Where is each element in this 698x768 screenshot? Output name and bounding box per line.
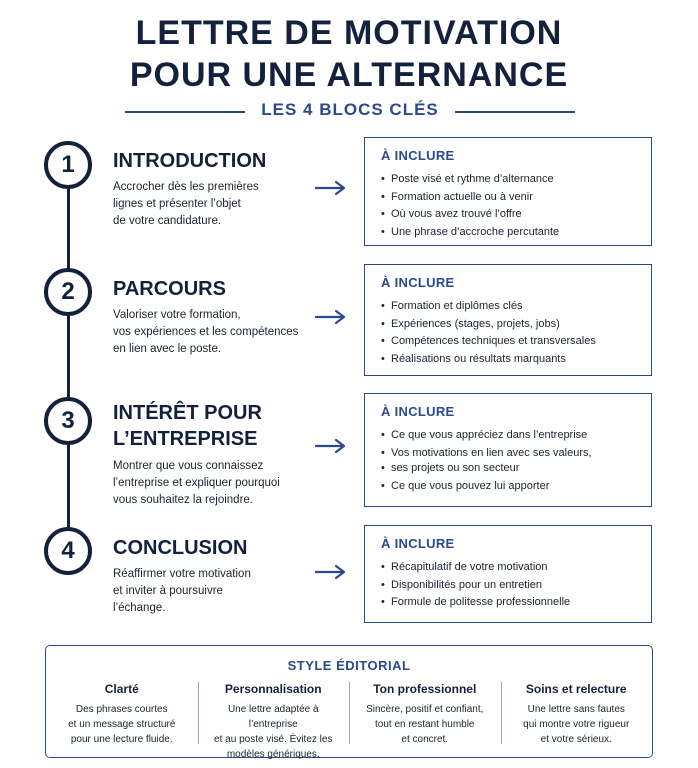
step-2-desc-line: en lien avec le poste. (113, 343, 222, 355)
style-column-text (355, 702, 495, 747)
list-item: • Formation actuelle ou à venir (381, 189, 637, 206)
page-title-line-1: LETTRE DE MOTIVATION (135, 14, 563, 52)
style-column-line: et concret. (401, 734, 449, 745)
style-column-line: et votre sérieux. (540, 734, 612, 745)
step-3-number: 3 (44, 397, 92, 445)
step-2-description (113, 307, 323, 358)
step-2-title: PARCOURS (113, 278, 226, 300)
list-item: • ses projets ou son secteur (381, 460, 637, 477)
step-1-include-box (364, 137, 652, 246)
subtitle: LES 4 BLOCS CLÉS (261, 100, 439, 119)
step-3-desc-line: Montrer que vous connaissez (113, 460, 264, 472)
style-column-title: Clarté (104, 682, 139, 696)
arrow-right-icon (315, 438, 347, 454)
style-column-line: pour une lecture fluide. (70, 734, 173, 745)
step-2-desc-line: Valoriser votre formation, (113, 309, 241, 321)
style-column-ton-professionnel (349, 682, 501, 752)
style-column-line: et un message structuré (68, 719, 176, 730)
step-4-include-list (381, 559, 637, 611)
step-4-desc-line: Réaffirmer votre motivation (113, 568, 251, 580)
step-3-title-line: L’ENTREPRISE (113, 428, 258, 450)
step-2-include-list (381, 298, 637, 367)
style-column-line: Une lettre sans fautes (527, 704, 625, 715)
style-column-line: Sincère, positif et confiant, (366, 704, 484, 715)
list-item: • Compétences techniques et transversales (381, 333, 637, 350)
style-column-line: Une lettre adaptée à l’entreprise (227, 704, 319, 730)
step-4-description (113, 566, 323, 617)
step-3-title (113, 400, 262, 452)
step-4-desc-line: l’échange. (113, 602, 166, 614)
step-3-title-line: INTÉRÊT POUR (113, 402, 262, 424)
list-item: • Où vous avez trouvé l’offre (381, 206, 637, 223)
step-2-desc-line: vos expériences et les compétences (113, 326, 299, 338)
style-column-title: Personnalisation (224, 682, 322, 696)
arrow-right-icon (315, 180, 347, 196)
step-1-include-list (381, 171, 637, 240)
list-item: • Vos motivations en lien avec ses valeurs, (381, 445, 637, 462)
step-4-desc-line: et inviter à poursuivre (113, 585, 223, 597)
list-item: • Récapitulatif de votre motivation (381, 559, 637, 576)
step-3-desc-line: l’entreprise et expliquer pourquoi (113, 477, 280, 489)
step-1-desc-line: de votre candidature. (113, 215, 222, 227)
step-3-include-heading: À INCLURE (381, 404, 455, 419)
style-column-line: Des phrases courtes (75, 704, 168, 715)
style-column-title: Soins et relecture (525, 682, 627, 696)
style-column-text (507, 702, 647, 747)
style-column-clarte (46, 682, 198, 752)
step-2-include-heading: À INCLURE (381, 275, 455, 290)
list-item: • Poste visé et rythme d’alternance (381, 171, 637, 188)
list-item: • Formule de politesse professionnelle (381, 594, 637, 611)
list-item: • Ce que vous appréciez dans l’entreprise (381, 427, 637, 444)
style-column-soins-relecture (501, 682, 653, 752)
step-1-title: INTRODUCTION (113, 150, 267, 172)
timeline-line (67, 185, 70, 545)
list-item: • Réalisations ou résultats marquants (381, 351, 637, 368)
step-4-include-heading: À INCLURE (381, 536, 455, 551)
step-1-desc-line: lignes et présenter l’objet (113, 198, 241, 210)
list-item: • Formation et diplômes clés (381, 298, 637, 315)
style-column-personnalisation (198, 682, 350, 760)
step-2-number: 2 (44, 268, 92, 316)
step-3-desc-line: vous souhaitez la rejoindre. (113, 494, 253, 506)
style-column-title: Ton professionnel (373, 682, 477, 696)
arrow-right-icon (315, 309, 347, 325)
style-column-line: qui montre votre rigueur (523, 719, 630, 730)
step-3-include-list (381, 427, 637, 494)
step-1-number: 1 (44, 141, 92, 189)
style-editorial-panel (45, 645, 653, 758)
style-column-text (52, 702, 192, 747)
subtitle-rule-right (455, 111, 575, 113)
step-2-include-box (364, 264, 652, 376)
style-column-text (204, 702, 344, 762)
step-4-title: CONCLUSION (113, 537, 248, 559)
step-1-description (113, 179, 323, 230)
style-panel-title: STYLE ÉDITORIAL (287, 658, 411, 673)
arrow-right-icon (315, 564, 347, 580)
subtitle-row (125, 100, 575, 122)
list-item: • Une phrase d’accroche percutante (381, 224, 637, 241)
step-3-description (113, 458, 323, 509)
list-item: • Expériences (stages, projets, jobs) (381, 316, 637, 333)
step-4-number: 4 (44, 527, 92, 575)
list-item: • Disponibilités pour un entretien (381, 577, 637, 594)
style-column-line: tout en restant humble (374, 719, 475, 730)
page-title-line-2: POUR UNE ALTERNANCE (129, 56, 569, 94)
style-column-line: modèles génériques. (226, 749, 320, 760)
list-item: • Ce que vous pouvez lui apporter (381, 478, 637, 495)
style-column-line: et au poste visé. Évitez les (214, 734, 333, 745)
step-3-include-box (364, 393, 652, 507)
step-1-desc-line: Accrocher dès les premières (113, 181, 259, 193)
step-1-include-heading: À INCLURE (381, 148, 455, 163)
style-columns (46, 682, 652, 760)
step-4-include-box (364, 525, 652, 623)
